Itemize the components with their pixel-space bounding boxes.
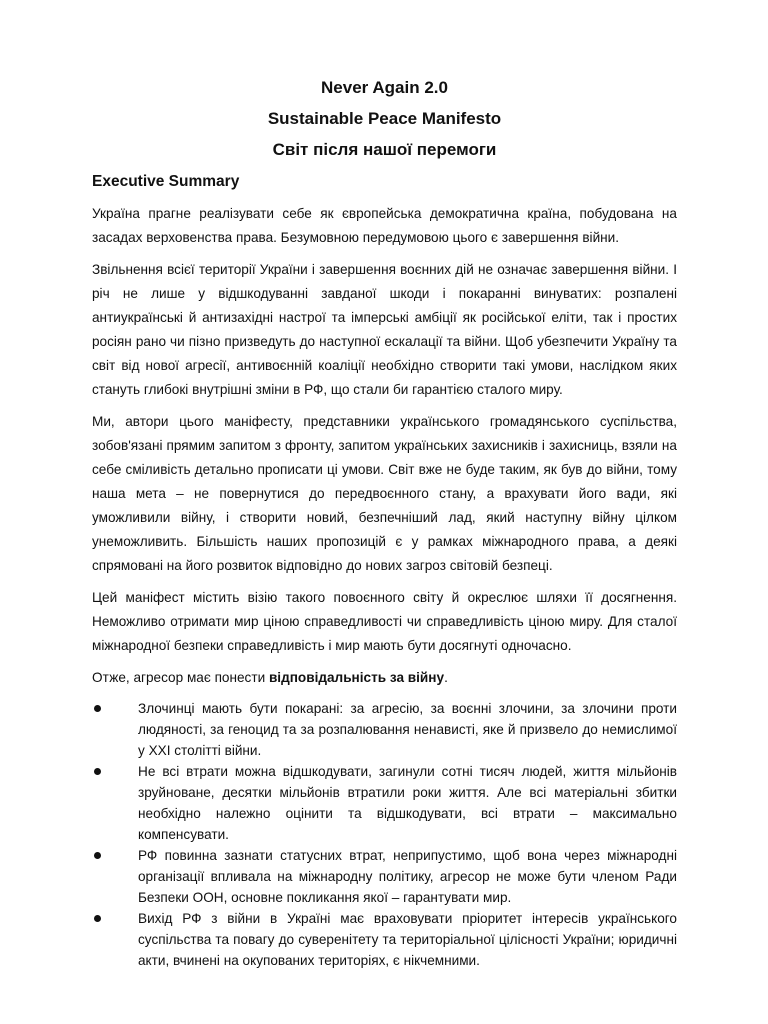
list-item-text: Не всі втрати можна відшкодувати, загинули сотні тисяч людей, життя мільйонів зруйноване, десятки мільйонів втратили роки життя. Але всі матеріальні збитки необхідно належно оцінити та відшкодувати, всі втрати – максимально компенсувати. [138, 764, 677, 842]
document-subtitle: Sustainable Peace Manifesto [267, 109, 502, 128]
paragraph: Цей маніфест містить візію такого повоєнного світу й окреслює шляхи її досягнення. Неможливо отримати мир ціною справедливості чи справедливість ціною миру. Для сталої міжнародної безпеки справедливість і мир мають бути досягнуті одночасно. [92, 590, 677, 653]
list-item-text: Вихід РФ з війни в Україні має враховувати пріоритет інтересів українського суспільства та повагу до суверенітету та територіальної цілісності України; юридичні акти, вчинені на окупованих територіях, є нікчемними. [138, 911, 677, 968]
list-item [92, 761, 677, 845]
lead-in-end: . [444, 670, 448, 685]
lead-in-text: Отже, агресор має понести [92, 670, 269, 685]
list-item-text: РФ повинна зазнати статусних втрат, неприпустимо, щоб вона через міжнародні організації впливала на міжнародну політику, агресор не може бути членом Ради Безпеки ООН, основне покликання якої – гарантувати мир. [138, 848, 677, 905]
section-heading: Executive Summary [92, 173, 240, 190]
lead-in-paragraph [92, 666, 677, 690]
paragraph: Звільнення всієї території України і завершення воєнних дій не означає завершення війни. І річ не лише у відшкодуванні завданої шкоди і покаранні винуватих: розпалені антиукраїнські й антизахідні настрої та імперські амбіції як російської еліти, так і простих росіян рано чи пізно призведуть до наступної ескалації та війни. Щоб убезпечити Україну та світ від нової агресії, антивоєнній коаліції необхідно створити такі умови, наслідком яких стануть глибокі внутрішні зміни в РФ, що стали би гарантією сталого миру. [92, 262, 677, 397]
bullet-list [92, 698, 677, 971]
document-page [92, 72, 677, 971]
bullet-icon [94, 915, 101, 922]
list-item [92, 845, 677, 908]
list-item [92, 698, 677, 761]
bullet-icon [94, 852, 101, 859]
bullet-icon [94, 705, 101, 712]
list-item [92, 908, 677, 971]
bullet-icon [94, 768, 101, 775]
document-subtitle-ukrainian: Світ після нашої перемоги [272, 140, 497, 159]
document-title: Never Again 2.0 [321, 78, 448, 97]
lead-in-bold: відповідальність за війну [268, 670, 445, 685]
list-item-text: Злочинці мають бути покарані: за агресію, за воєнні злочини, за злочини проти людяності, за геноцид та за розпалювання ненависті, яке й призвело до немислимої у XXI столітті війни. [138, 701, 677, 758]
paragraph: Україна прагне реалізувати себе як європейська демократична країна, побудована на засадах верховенства права. Безумовною передумовою цього є завершення війни. [92, 206, 677, 245]
paragraph: Ми, автори цього маніфесту, представники українського громадянського суспільства, зобов'язані прямим запитом з фронту, запитом українських захисників і захисниць, взяли на себе сміливість детально прописати ці умови. Світ вже не буде таким, як був до війни, тому наша мета – не повернутися до передвоєнного стану, а врахувати його вади, які уможливили війну, і створити новий, безпечніший лад, який наступну війну цілком унеможливить. Більшість наших пропозицій є у рамках міжнародного права, а деякі спрямовані на його розвиток відповідно до нових загроз світовій безпеці. [92, 414, 677, 573]
